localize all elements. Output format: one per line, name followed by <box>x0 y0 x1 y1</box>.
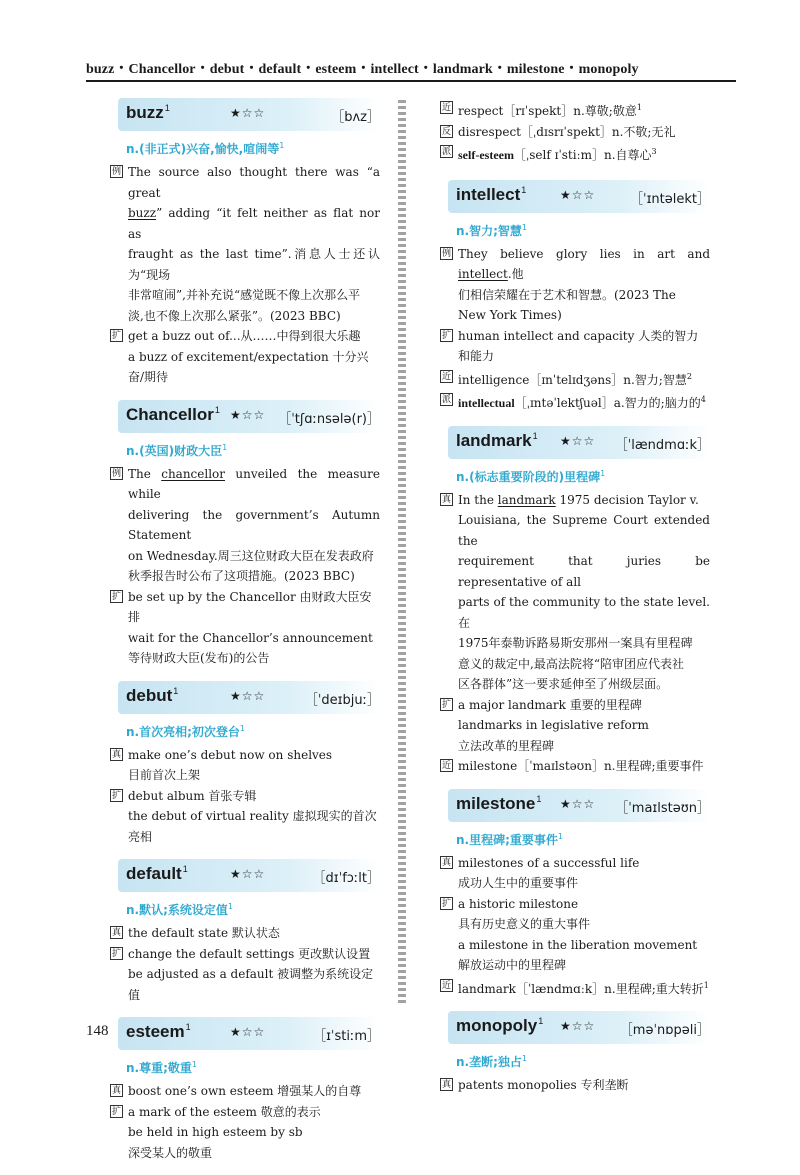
phonetic: ［ˈmaɪlstəʊn］ <box>615 800 710 816</box>
synonym-tag: 近 <box>441 103 451 113</box>
page-header-title: buzz・Chancellor・debut・default・esteem・intellect・landmark・milestone・monopoly <box>86 62 639 77</box>
page-number: 148 <box>86 1023 109 1039</box>
headword-box <box>118 98 380 131</box>
phonetic: ［ˈtʃɑːnsələ(r)］ <box>278 411 380 427</box>
frequency-stars: ★☆☆ <box>230 407 266 422</box>
example-line: 秋季报告时公布了这项措施。(2023 BBC) <box>128 569 355 583</box>
sense-definition: n.尊重;敬重$^1$ <box>126 1060 197 1075</box>
example-tag: 例 <box>111 468 121 479</box>
entry-buzz <box>110 98 380 388</box>
extension-line: 扩 debut album 首张专辑 <box>111 788 257 803</box>
extension-tag: 扩 <box>111 591 121 602</box>
extension-line: landmarks in legislative reform <box>458 718 649 732</box>
example-line: New York Times) <box>458 308 562 322</box>
extension-line: the debut of virtual reality 虚拟现实的首次亮相 <box>128 809 377 844</box>
real-example-line: 目前首次上架 <box>128 768 201 782</box>
extension-line: 扩 a mark of the esteem 敬意的表示 <box>111 1104 321 1119</box>
phonetic: ［məˈnɒpəli］ <box>619 1023 710 1038</box>
extension-line: 具有历史意义的重大事件 <box>458 917 591 931</box>
example-line: 淡,也不像上次那么紧张”。(2023 BBC) <box>128 308 341 323</box>
synonym-line: 近 respect［rɪˈspekt］n.尊敬;敬意$^1$ <box>441 103 642 118</box>
entry-esteem <box>110 1017 380 1163</box>
synonym-tag: 近 <box>441 761 451 771</box>
extension-line: 立法改革的里程碑 <box>458 738 555 753</box>
header-rule <box>86 80 736 82</box>
sense-definition: n.(英国)财政大臣$^1$ <box>126 442 228 458</box>
sense-definition: n.(非正式)兴奋,愉快,喧闹等$^1$ <box>126 141 285 156</box>
headword-box <box>448 180 710 213</box>
example-line: 例 The source also thought there was “a great <box>111 165 380 200</box>
headword: landmark$^1$ <box>456 430 538 450</box>
example-line: on Wednesday.周三这位财政大臣在发表政府 <box>128 548 374 563</box>
extension-line: 深受某人的敬重 <box>128 1145 213 1160</box>
example-line: 例 The chancellor unveiled the measure while <box>111 466 380 501</box>
frequency-stars: ★☆☆ <box>560 1019 596 1033</box>
example-line: delivering the government’s Autumn Statement <box>128 507 380 542</box>
headword-box <box>118 1017 380 1050</box>
extension-line: 解放运动中的里程碑 <box>458 958 567 972</box>
extension-line: wait for the Chancellor’s announcement <box>128 630 373 645</box>
extension-line: 扩 get a buzz out of...从……中得到很大乐趣 <box>111 329 361 343</box>
entry-debut <box>110 681 380 848</box>
headword: default$^1$ <box>126 864 188 883</box>
extension-tag: 扩 <box>441 699 451 710</box>
extension-line: be held in high esteem by sb <box>128 1125 303 1139</box>
extension-line: 等待财政大臣(发布)的公告 <box>128 651 270 665</box>
headword-box <box>448 789 710 822</box>
right-column <box>440 98 710 1108</box>
example-line: 们相信荣耀在于艺术和智慧。(2023 The <box>458 287 676 302</box>
example-tag: 例 <box>111 167 121 177</box>
extension-line: be adjusted as a default 被调整为系统设定值 <box>128 967 374 1002</box>
real-tag: 真 <box>441 1080 451 1090</box>
derivative-line: 派 self-esteem［ˌself ɪˈstiːm］n.自尊心$^3$ <box>441 147 657 162</box>
phonetic: ［ˈdeɪbjuː］ <box>304 692 380 708</box>
phonetic: ［ˈɪntəlekt］ <box>630 191 710 207</box>
headword-box <box>448 426 710 459</box>
real-example-line: 真 In the landmark 1975 decision Taylor v. <box>441 492 699 507</box>
sense-definition: n.里程碑;重要事件$^1$ <box>456 831 563 847</box>
phonetic: ［ˈlændmɑːk］ <box>614 437 710 453</box>
real-tag: 真 <box>111 749 121 760</box>
entry-esteem-continued <box>440 98 710 166</box>
extension-line: 扩 change the default settings 更改默认设置 <box>111 946 371 961</box>
frequency-stars: ★☆☆ <box>230 1025 266 1039</box>
real-tag: 真 <box>441 494 451 505</box>
phonetic: ［dɪˈfɔːlt］ <box>312 871 380 886</box>
example-tag: 例 <box>441 248 451 259</box>
headword: intellect$^1$ <box>456 184 527 204</box>
left-column <box>110 98 380 1175</box>
phonetic: ［bʌz］ <box>331 110 380 125</box>
real-example-line: 真 patents monopolies 专利垄断 <box>441 1078 629 1092</box>
real-example-line: 真 milestones of a successful life <box>441 855 640 870</box>
headword: monopoly$^1$ <box>456 1016 544 1035</box>
headword-box <box>448 1011 710 1044</box>
entry-chancellor <box>110 400 380 669</box>
entry-monopoly <box>440 1011 710 1096</box>
synonym-tag: 近 <box>441 980 451 991</box>
real-example-line: Louisiana, the Supreme Court extended the <box>458 513 710 548</box>
extension-tag: 扩 <box>111 948 121 959</box>
sense-definition: n.默认;系统设定值$^1$ <box>126 902 233 917</box>
real-example-line: 真 make one’s debut now on shelves <box>111 747 333 762</box>
headword: buzz$^1$ <box>126 103 170 122</box>
real-example-line: 成功人生中的重要事件 <box>458 876 579 890</box>
synonym-line: 近 intelligence［ɪnˈtelɪdʒəns］n.智力;智慧$^2$ <box>441 371 692 387</box>
entry-default <box>110 859 380 1005</box>
extension-line: 扩 be set up by the Chancellor 由财政大臣安排 <box>111 589 372 624</box>
phonetic: ［ɪˈstiːm］ <box>313 1029 380 1044</box>
frequency-stars: ★☆☆ <box>230 106 266 120</box>
headword: debut$^1$ <box>126 685 179 705</box>
extension-tag: 扩 <box>441 898 451 909</box>
extension-tag: 扩 <box>111 790 121 801</box>
extension-line: a buzz of excitement/expectation 十分兴奋/期待 <box>128 349 369 384</box>
entry-milestone <box>440 789 710 1000</box>
derivative-tag: 派 <box>441 147 451 157</box>
headword-box <box>118 859 380 892</box>
extension-tag: 扩 <box>111 331 121 341</box>
headword-box <box>118 681 380 714</box>
real-example-line: requirement that juries be representative of all <box>458 554 710 589</box>
extension-line: 扩 a historic milestone <box>441 896 579 911</box>
example-line: 非常喧闹”,并补充说“感觉既不像上次那么平 <box>128 288 361 302</box>
example-line: buzz” adding “it felt neither as flat nor as <box>128 206 380 241</box>
frequency-stars: ★☆☆ <box>230 867 266 881</box>
example-line: 例 They believe glory lies in art and intellect.他 <box>441 246 710 281</box>
frequency-stars: ★☆☆ <box>230 688 266 703</box>
antonym-line: 反 disrespect［ˌdɪsrɪˈspekt］n.不敬;无礼 <box>441 124 676 139</box>
binding-spine <box>398 100 406 1005</box>
synonym-line: 近 landmark［ˈlændmɑːk］n.里程碑;重大转折$^1$ <box>441 980 709 996</box>
sense-definition: n.智力;智慧$^1$ <box>456 222 527 238</box>
real-example-line: 真 the default state 默认状态 <box>111 926 280 940</box>
entry-landmark <box>440 426 710 777</box>
real-example-line: 真 boost one’s own esteem 增强某人的自尊 <box>111 1084 362 1098</box>
synonym-tag: 近 <box>441 371 451 382</box>
frequency-stars: ★☆☆ <box>560 187 596 202</box>
headword-box <box>118 400 380 433</box>
real-example-line: 意义的裁定中,最高法院将“陪审团应代表社 <box>458 656 684 671</box>
real-tag: 真 <box>441 857 451 868</box>
real-example-line: parts of the community to the state level.在 <box>458 595 710 630</box>
extension-line: 扩 human intellect and capacity 人类的智力和能力 <box>441 328 699 363</box>
antonym-tag: 反 <box>441 126 451 137</box>
headword: esteem$^1$ <box>126 1022 191 1041</box>
derivative-tag: 派 <box>441 395 451 405</box>
derivative-line: 派 intellectual［ˌɪntəˈlektʃuəl］a.智力的;脑力的$^4$ <box>441 395 706 410</box>
headword: Chancellor$^1$ <box>126 404 220 424</box>
sense-definition: n.垄断;独占$^1$ <box>456 1054 527 1069</box>
real-example-line: 1975年泰勒诉路易斯安那州一案具有里程碑 <box>458 636 693 650</box>
example-line: fraught as the last time”.消息人士还认为“现场 <box>128 247 380 282</box>
real-tag: 真 <box>111 928 121 938</box>
extension-tag: 扩 <box>441 330 451 341</box>
frequency-stars: ★☆☆ <box>560 796 596 811</box>
extension-tag: 扩 <box>111 1106 121 1117</box>
real-tag: 真 <box>111 1086 121 1096</box>
extension-line: a milestone in the liberation movement <box>458 937 698 952</box>
headword: milestone$^1$ <box>456 793 542 813</box>
real-example-line: 区各群体”这一要求延伸至了州级层面。 <box>458 677 669 691</box>
synonym-line: 近 milestone［ˈmaɪlstəʊn］n.里程碑;重要事件 <box>441 759 704 773</box>
sense-definition: n.首次亮相;初次登台$^1$ <box>126 723 245 739</box>
frequency-stars: ★☆☆ <box>560 433 596 448</box>
entry-intellect <box>440 180 710 414</box>
sense-definition: n.(标志重要阶段的)里程碑$^1$ <box>456 468 606 484</box>
extension-line: 扩 a major landmark 重要的里程碑 <box>441 697 642 712</box>
